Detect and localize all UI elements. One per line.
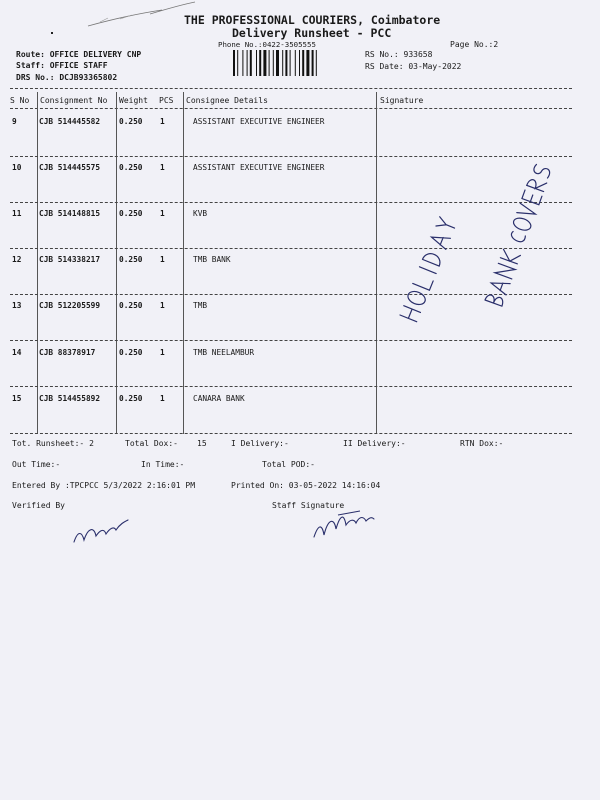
staff-signature-label: Staff Signature xyxy=(272,501,345,510)
company-title: THE PROFESSIONAL COURIERS, Coimbatore xyxy=(184,13,441,27)
column-header-weight: Weight xyxy=(119,96,148,105)
row-consignment: CJB 514338217 xyxy=(39,255,101,264)
row-sno: 13 xyxy=(12,301,22,310)
row-consignee: KVB xyxy=(193,209,208,218)
verifier-signature xyxy=(70,512,140,552)
row-sno: 9 xyxy=(12,117,17,126)
phone-number: Phone No.:0422-3505555 xyxy=(218,40,316,49)
row-pcs: 1 xyxy=(160,209,165,218)
row-sno: 11 xyxy=(12,209,22,218)
table-bottom-rule xyxy=(10,433,572,434)
row-weight: 0.250 xyxy=(119,348,143,357)
rs-date: RS Date: 03-May-2022 xyxy=(365,62,462,71)
row-weight: 0.250 xyxy=(119,255,143,264)
row-consignment: CJB 88378917 xyxy=(39,348,96,357)
total-dox-label: Total Dox:- xyxy=(125,439,178,448)
row-weight: 0.250 xyxy=(119,394,143,403)
rtn-dox: RTN Dox:- xyxy=(460,439,504,448)
runsheet-subtitle: Delivery Runsheet - PCC xyxy=(232,26,392,40)
row-pcs: 1 xyxy=(160,117,165,126)
row-rule xyxy=(10,386,572,387)
row-consignee: ASSISTANT EXECUTIVE ENGINEER xyxy=(193,117,325,126)
column-header-pcs: PCS xyxy=(159,96,174,105)
drs-number: DRS No.: DCJB93365802 xyxy=(16,73,118,82)
row-consignee: TMB NEELAMBUR xyxy=(193,348,255,357)
route-label: Route: OFFICE DELIVERY CNP xyxy=(16,50,142,59)
total-pod: Total POD:- xyxy=(262,460,315,469)
staff-label: Staff: OFFICE STAFF xyxy=(16,61,108,70)
row-consignment: CJB 514445575 xyxy=(39,163,101,172)
row-sno: 15 xyxy=(12,394,22,403)
column-divider xyxy=(183,92,184,434)
row-pcs: 1 xyxy=(160,348,165,357)
column-divider xyxy=(37,92,38,434)
scribble-mark xyxy=(80,0,200,30)
column-header-consignee: Consignee Details xyxy=(186,96,268,105)
in-time: In Time:- xyxy=(141,460,185,469)
row-weight: 0.250 xyxy=(119,117,143,126)
staff-signature xyxy=(308,505,388,545)
row-consignee: TMB BANK xyxy=(193,255,231,264)
column-header-sno: S No xyxy=(10,96,30,105)
column-divider xyxy=(116,92,117,434)
out-time: Out Time:- xyxy=(12,460,61,469)
row-weight: 0.250 xyxy=(119,301,143,310)
row-weight: 0.250 xyxy=(119,163,143,172)
row-pcs: 1 xyxy=(160,163,165,172)
row-consignee: CANARA BANK xyxy=(193,394,245,403)
entered-by: Entered By :TPCPCC 5/3/2022 2:16:01 PM xyxy=(12,481,196,490)
column-header-consignment: Consignment No xyxy=(40,96,108,105)
ii-delivery: II Delivery:- xyxy=(343,439,406,448)
row-consignee: TMB xyxy=(193,301,208,310)
table-top-rule xyxy=(10,88,572,89)
i-delivery: I Delivery:- xyxy=(231,439,289,448)
handwritten-holiday-note xyxy=(390,125,580,350)
row-consignment: CJB 512205599 xyxy=(39,301,101,310)
row-pcs: 1 xyxy=(160,255,165,264)
barcode-image xyxy=(232,50,348,76)
tot-runsheet: Tot. Runsheet:- 2 xyxy=(12,439,94,448)
header-bottom-rule xyxy=(10,108,572,109)
row-sno: 12 xyxy=(12,255,22,264)
row-sno: 10 xyxy=(12,163,22,172)
verified-by-label: Verified By xyxy=(12,501,65,510)
rs-number: RS No.: 933658 xyxy=(365,50,433,59)
column-divider xyxy=(376,92,377,434)
row-consignment: CJB 514455892 xyxy=(39,394,101,403)
row-consignment: CJB 514148815 xyxy=(39,209,101,218)
dot-mark xyxy=(51,32,53,34)
row-consignment: CJB 514445582 xyxy=(39,117,101,126)
page-number: Page No.:2 xyxy=(450,40,499,49)
total-dox-value: 15 xyxy=(197,439,207,448)
row-consignee: ASSISTANT EXECUTIVE ENGINEER xyxy=(193,163,325,172)
row-weight: 0.250 xyxy=(119,209,143,218)
row-sno: 14 xyxy=(12,348,22,357)
printed-on: Printed On: 03-05-2022 14:16:04 xyxy=(231,481,381,490)
column-header-signature: Signature xyxy=(380,96,424,105)
row-pcs: 1 xyxy=(160,301,165,310)
row-pcs: 1 xyxy=(160,394,165,403)
